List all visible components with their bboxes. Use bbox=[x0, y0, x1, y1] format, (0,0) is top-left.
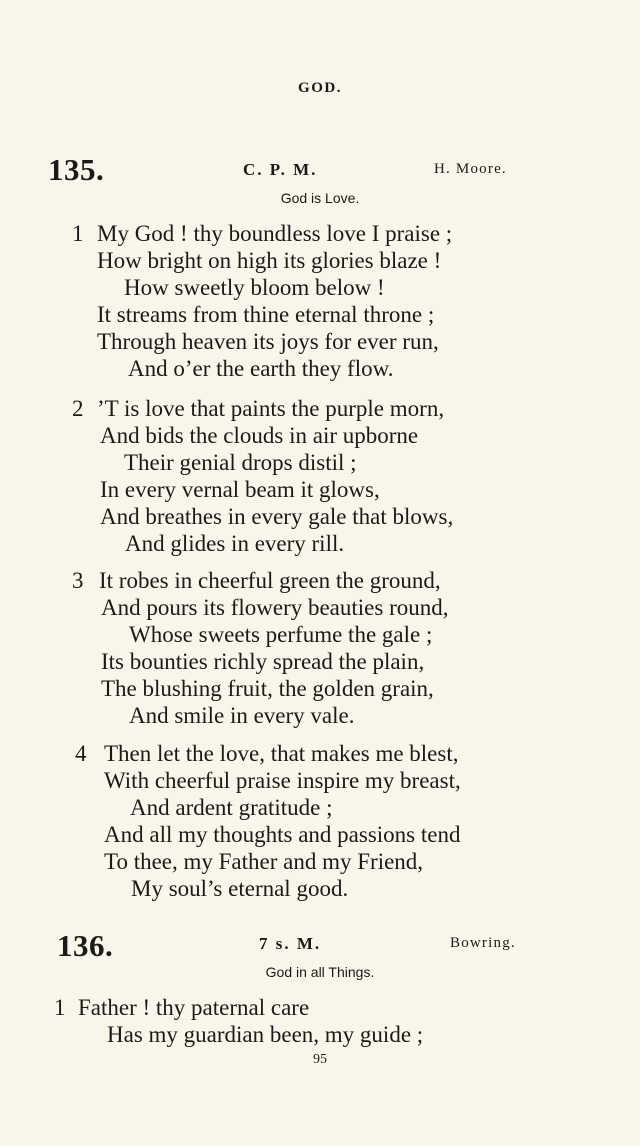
verse-line: It robes in cheerful green the ground, bbox=[99, 568, 441, 593]
hymn-author: H. Moore. bbox=[434, 161, 507, 177]
verse-line: And breathes in every gale that blows, bbox=[100, 504, 454, 529]
verse-number: 1 bbox=[72, 221, 84, 246]
hymn-subtitle: God in all Things. bbox=[265, 964, 375, 980]
verse-number: 4 bbox=[75, 741, 87, 766]
verse-line: Their genial drops distil ; bbox=[124, 450, 357, 475]
verse-line: How bright on high its glories blaze ! bbox=[97, 248, 442, 273]
verse-line: And all my thoughts and passions tend bbox=[104, 822, 461, 847]
verse-line: And o’er the earth they flow. bbox=[128, 356, 394, 381]
verse-line: Its bounties richly spread the plain, bbox=[101, 649, 425, 674]
verse-line: The blushing fruit, the golden grain, bbox=[101, 676, 434, 701]
running-head: GOD. bbox=[298, 80, 342, 96]
verse-line: Through heaven its joys for ever run, bbox=[97, 329, 439, 354]
verse-line: Has my guardian been, my guide ; bbox=[107, 1022, 424, 1047]
verse-line: Whose sweets perfume the gale ; bbox=[129, 622, 433, 647]
verse-line: With cheerful praise inspire my breast, bbox=[104, 768, 461, 793]
hymn-author: Bowring. bbox=[450, 935, 516, 951]
hymn-subtitle: God is Love. bbox=[280, 190, 360, 206]
verse-number: 1 bbox=[54, 995, 66, 1020]
verse-line: ’T is love that paints the purple morn, bbox=[97, 396, 445, 421]
verse-line: Then let the love, that makes me blest, bbox=[104, 741, 459, 766]
verse-line: It streams from thine eternal throne ; bbox=[97, 302, 435, 327]
verse-line: Father ! thy paternal care bbox=[78, 995, 310, 1020]
verse-line: To thee, my Father and my Friend, bbox=[104, 849, 424, 874]
hymn-meter: C. P. M. bbox=[243, 160, 318, 179]
verse-line: My soul’s eternal good. bbox=[131, 876, 349, 901]
verse-line: In every vernal beam it glows, bbox=[100, 477, 380, 502]
verse-line: How sweetly bloom below ! bbox=[124, 275, 385, 300]
hymn-number: 136. bbox=[57, 928, 114, 963]
page-number: 95 bbox=[313, 1052, 327, 1067]
verse-line: And smile in every vale. bbox=[129, 703, 355, 728]
verse-line: And glides in every rill. bbox=[125, 531, 345, 556]
verse-number: 2 bbox=[72, 396, 84, 421]
verse-line: My God ! thy boundless love I praise ; bbox=[97, 221, 453, 246]
hymn-meter: 7 s. M. bbox=[259, 934, 322, 953]
verse-line: And bids the clouds in air upborne bbox=[100, 423, 419, 448]
verse-line: And pours its flowery beauties round, bbox=[101, 595, 449, 620]
verse-number: 3 bbox=[72, 568, 84, 593]
hymn-number: 135. bbox=[48, 152, 105, 187]
verse-line: And ardent gratitude ; bbox=[130, 795, 333, 820]
